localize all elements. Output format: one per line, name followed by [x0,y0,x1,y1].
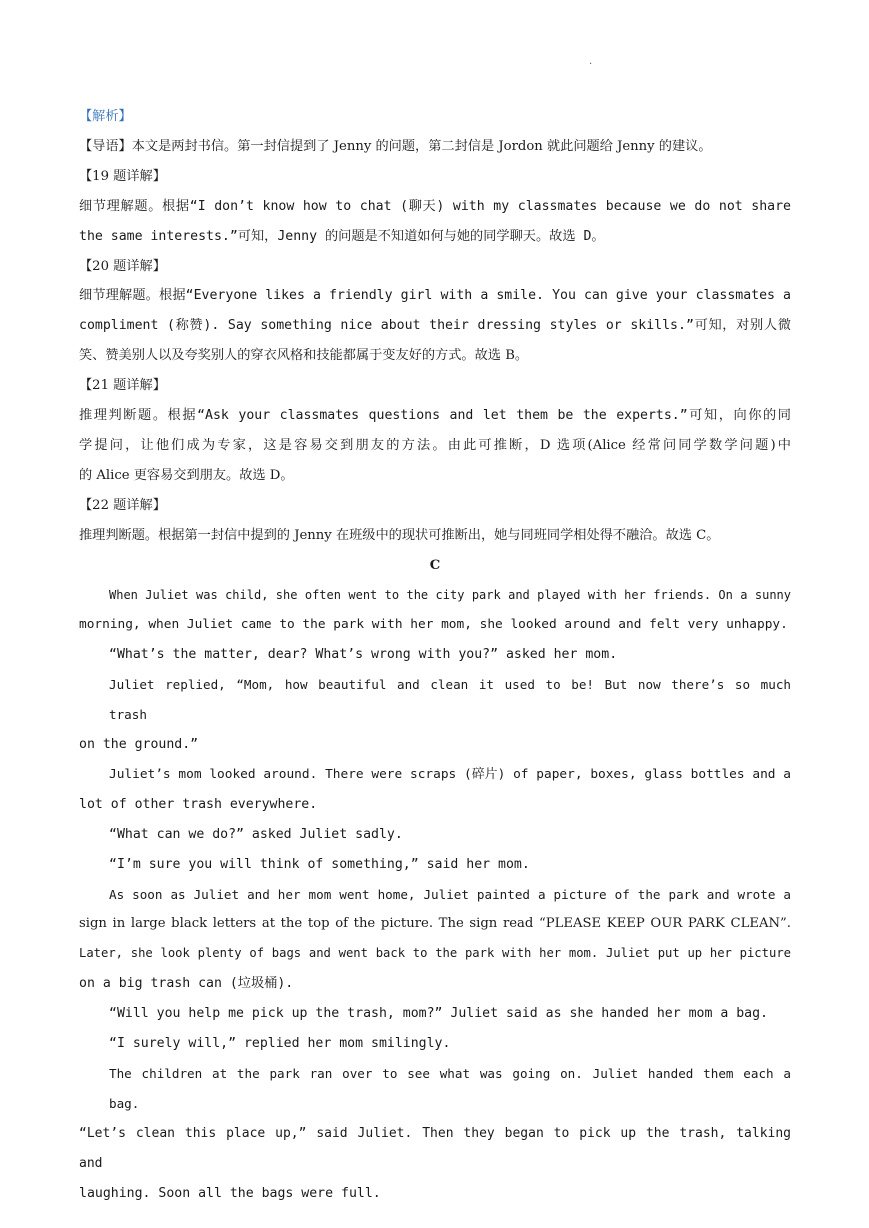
passage-line: laughing. Soon all the bags were full. [79,1185,381,1201]
q21-line: 的 Alice 更容易交到朋友。故选 D。 [79,467,294,483]
header-dot: . [589,56,593,67]
passage-line: lot of other trash everywhere. [79,796,318,812]
passage-line: “What can we do?” asked Juliet sadly. [109,826,403,842]
passage-line: “What’s the matter, dear? What’s wrong with you?” asked her mom. [109,647,618,663]
passage-line: “I’m sure you will think of something,” said her mom. [109,856,530,872]
passage-line: The children at the park ran over to see what was going on. Juliet handed them each a bag. [109,1066,791,1111]
q21-line: 学提问，让他们成为专家，这是容易交到朋友的方法。由此可推断，D 选项(Alice 经常问同学数学问题)中 [79,437,791,453]
q19-line: 细节理解题。根据“I don’t know how to chat (聊天) with my classmates because we do not share [79,198,791,214]
passage-line: “I surely will,” replied her mom smilingly. [109,1036,451,1052]
q19-line: the same interests.”可知，Jenny 的问题是不知道如何与她的同学聊天。故选 D。 [79,228,605,244]
analysis-title: 【解析】 [79,109,132,124]
q22-line: 推理判断题。根据第一封信中提到的 Jenny 在班级中的现状可推断出，她与同班同学相处得不融洽。故选 C。 [79,527,720,543]
passage-line: morning, when Juliet came to the park with her mom, she looked around and felt very unhappy. [79,617,788,633]
passage-line: “Will you help me pick up the trash, mom?” Juliet said as she handed her mom a bag. [109,1006,768,1022]
guide-line: 【导语】本文是两封书信。第一封信提到了 Jenny 的问题，第二封信是 Jordon 就此问题给 Jenny 的建议。 [79,138,712,154]
passage-line: When Juliet was child, she often went to the city park and played with her friends. On a sunny [109,587,791,602]
document-body [79,102,791,1209]
passage-line: As soon as Juliet and her mom went home, Juliet painted a picture of the park and wrote a [109,886,791,902]
q20-line: compliment (称赞). Say something nice about their dressing styles or skills.”可知，对别人微 [79,318,791,334]
passage-line: Juliet’s mom looked around. There were scraps (碎片) of paper, boxes, glass bottles and a [109,766,791,782]
section-c-heading: C [429,557,441,573]
passage-line: “Let’s clean this place up,” said Juliet. Then they began to pick up the trash, talking and [79,1125,791,1171]
passage-line: on the ground.” [79,737,199,753]
passage-line: on a big trash can (垃圾桶). [79,976,294,992]
q21-line: 推理判断题。根据“Ask your classmates questions and let them be the experts.”可知，向你的同 [79,408,791,424]
q22-title: 【22 题详解】 [79,497,166,513]
q20-line: 细节理解题。根据“Everyone likes a friendly girl with a smile. You can give your classmates a [79,288,791,304]
q21-title: 【21 题详解】 [79,378,166,394]
q20-line: 笑、赞美别人以及夸奖别人的穿衣风格和技能都属于变友好的方式。故选 B。 [79,348,529,364]
q19-title: 【19 题详解】 [79,168,166,184]
passage-line: Later, she look plenty of bags and went back to the park with her mom. Juliet put up her picture [79,946,791,961]
passage-line: sign in large black letters at the top of the picture. The sign read “PLEASE KEEP OUR PARK CLEAN”. [79,916,791,932]
passage-line: Juliet replied, “Mom, how beautiful and clean it used to be! But now there’s so much trash [109,677,791,723]
q20-title: 【20 题详解】 [79,258,166,274]
